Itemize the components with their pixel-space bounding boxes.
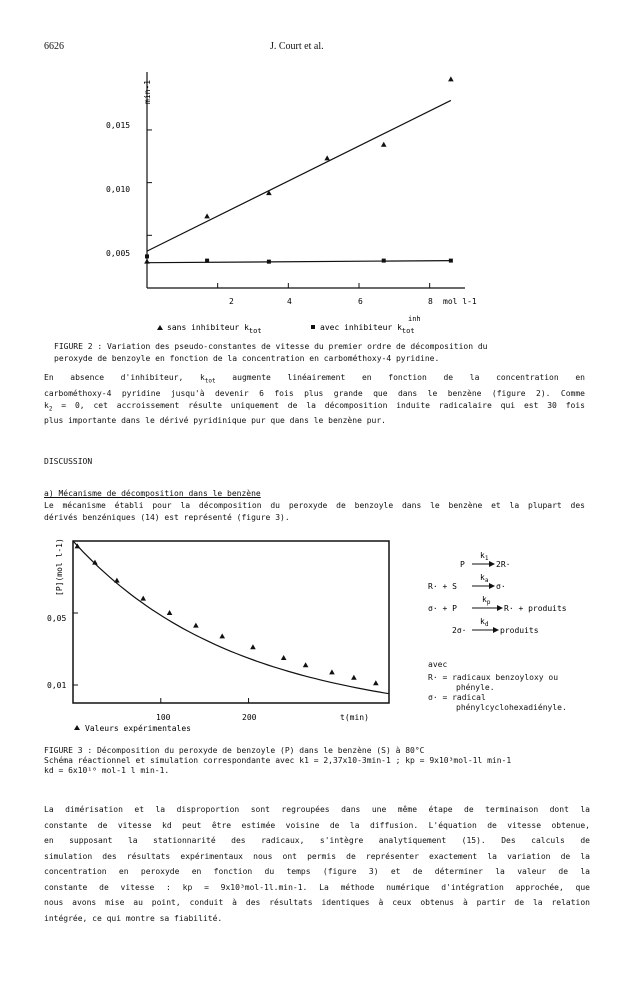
fig3-point-triangle	[281, 655, 287, 660]
fig2-caption-line: peroxyde de benzoyle en fonction de la concentration en carbométhoxy-4 pyridine.	[54, 354, 440, 363]
paragraph-line: nous avons mise au point, conduit à des résultats identiques à ceux obtenus à partir de la relation	[44, 898, 590, 907]
fig3-point-triangle	[250, 644, 256, 649]
r2-right: σ·	[496, 582, 506, 591]
r1-right: 2R·	[496, 560, 511, 569]
definition-line: phényle.	[456, 683, 495, 692]
paragraph-line: dérivés benzéniques (14) est représenté (figure 3).	[44, 513, 290, 522]
fig3-legend-triangle-marker	[74, 725, 80, 730]
section-subheading: a) Mécanisme de décomposition dans le benzène	[44, 489, 261, 498]
r2-k: $k_a$	[480, 573, 489, 584]
paragraph-line: constante de vitesse : kp = 9x10³mol-1l.min-1. La méthode numérique d'intégration approchée, que	[44, 882, 590, 892]
paragraph-line: $k_2 = 0$, cet accroissement résulte uniquement de la décomposition induite radicalaire qui est 30 fois	[44, 400, 585, 413]
reaction-scheme	[410, 540, 610, 650]
fig2-tick-y-0: 0,005	[106, 249, 131, 258]
fig2-xlabel: mol l-1	[443, 297, 477, 306]
fig2-point-square	[267, 260, 271, 264]
legend-triangle-label: sans inhibiteur ktot	[167, 323, 262, 335]
definition-line: R· = radicaux benzoyloxy ou	[428, 673, 559, 682]
definition-line: σ· = radical	[428, 693, 486, 702]
paragraph-line: constante de vitesse kd peut être estimée voisine de la diffusion. L'équation de vitesse obtenue,	[44, 820, 590, 830]
legend-square-label: avec inhibiteur ktot	[320, 323, 415, 335]
fig3-caption-line: FIGURE 3 : Décomposition du peroxyde de benzoyle (P) dans le benzène (S) à 80°C	[44, 746, 425, 755]
fig3-point-triangle	[303, 662, 309, 667]
fig2-point-square	[205, 259, 209, 263]
figure-3-chart	[44, 538, 394, 733]
legend-square-sup: inh	[408, 315, 421, 323]
fig3-point-triangle	[193, 623, 199, 628]
r2-left: R· + S	[428, 582, 457, 591]
fig2-point-triangle	[381, 142, 387, 147]
scheme-avec: avec	[428, 660, 448, 669]
fig3-xlabel: t(min)	[340, 713, 369, 722]
fig3-point-triangle	[167, 610, 173, 615]
legend-triangle-marker	[157, 325, 163, 330]
fig3-frame	[73, 541, 389, 703]
r3-right: R· + produits	[504, 604, 567, 613]
figure-3-caption	[44, 746, 604, 776]
paragraph-line: plus importante dans le dérivé pyridinique pur que dans le benzène pur.	[44, 416, 386, 426]
fig2-point-triangle	[448, 76, 454, 81]
r3-k: $k_p$	[482, 595, 491, 606]
running-head-authors: J. Court et al.	[270, 41, 324, 52]
discussion-heading: DISCUSSION	[44, 457, 93, 466]
fig3-point-triangle	[351, 675, 357, 680]
paragraph-line: simulation des résultats expérimentaux nous ont permis de représenter exactement la variation de la	[44, 851, 590, 861]
fig3-point-triangle	[140, 596, 146, 601]
r3-left: σ· + P	[428, 604, 457, 613]
fig3-point-triangle	[373, 680, 379, 685]
r4-left: 2σ·	[452, 626, 467, 635]
fig3-caption-line: Schéma réactionnel et simulation correspondante avec k1 = 2,37x10-3min-1 ; kp = 9x10³mol-1l min-1	[44, 756, 512, 765]
fig3-simulation-curve	[73, 541, 389, 694]
figure-2-caption	[44, 341, 584, 365]
paragraph-line: concentration en peroxyde en fonction du temps (figure 3) et de déterminer la valeur de la	[44, 867, 590, 876]
discussion-paragraph	[44, 500, 585, 524]
fig2-tick-x-3: 8	[428, 297, 433, 306]
paragraph-2	[44, 802, 590, 926]
paragraph-line: intégrée, ce qui montre sa fiabilité.	[44, 913, 223, 923]
legend-square-marker	[311, 325, 315, 329]
fig3-caption-line: kd = 6x10¹⁰ mol-1 l min-1.	[44, 766, 170, 775]
fig2-fit-line-0	[147, 100, 451, 251]
fig2-tick-y-2: 0,015	[106, 121, 131, 130]
paragraph-line: En absence d'inhibiteur, $k_{tot}$ augmente linéairement en fonction de la concentration en	[44, 373, 585, 385]
fig2-point-square	[382, 259, 386, 263]
figure-2-chart	[90, 68, 490, 336]
fig2-point-square	[449, 259, 453, 263]
fig3-tick-x-0: 100	[156, 713, 171, 722]
r4-right: produits	[500, 626, 539, 635]
fig2-tick-x-0: 2	[229, 297, 234, 306]
fig3-point-triangle	[219, 633, 225, 638]
fig2-caption-line: FIGURE 2 : Variation des pseudo-constantes de vitesse du premier ordre de décomposition du	[54, 342, 488, 351]
fig2-tick-x-1: 4	[287, 297, 292, 306]
paragraph-line: La dimérisation et la disproportion sont regroupées dans une même étape de terminaison dont la	[44, 805, 590, 814]
fig3-point-triangle	[114, 578, 120, 583]
fig3-point-triangle	[329, 669, 335, 674]
fig2-ylabel: min-1	[143, 79, 152, 104]
fig2-point-triangle	[266, 190, 272, 195]
fig3-tick-x-1: 200	[242, 713, 257, 722]
r1-left: P	[460, 560, 465, 569]
fig2-tick-y-1: 0,010	[106, 185, 131, 194]
fig3-legend-label: Valeurs expérimentales	[85, 724, 191, 733]
fig3-tick-y-1: 0,01	[47, 681, 67, 690]
definition-line: phénylcyclohexadiényle.	[456, 703, 567, 712]
fig3-ylabel: [P](mol l-1)	[55, 538, 64, 596]
fig2-fit-line-1	[147, 261, 451, 263]
fig3-tick-y-0: 0,05	[47, 614, 67, 623]
paragraph-1	[44, 372, 585, 427]
page-number: 6626	[44, 41, 64, 52]
fig2-point-triangle	[204, 213, 210, 218]
fig2-point-triangle	[324, 155, 330, 160]
fig2-point-square	[145, 254, 149, 258]
fig2-tick-x-2: 6	[358, 297, 363, 306]
r1-k: $k_1$	[480, 551, 489, 562]
scheme-definitions	[428, 673, 567, 713]
paragraph-line: en supposant la stationnarité des radicaux, s'intègre analytiquement (15). Des calculs de	[44, 836, 590, 845]
paragraph-line: carbométhoxy-4 pyridine jusqu'à devenir 6 fois plus grande que dans le benzène (figure 2). Comme	[44, 388, 585, 398]
r4-k: $k_d$	[480, 617, 489, 628]
paragraph-line: Le mécanisme établi pour la décomposition du peroxyde de benzoyle dans le benzène et la plupart des	[44, 501, 585, 510]
